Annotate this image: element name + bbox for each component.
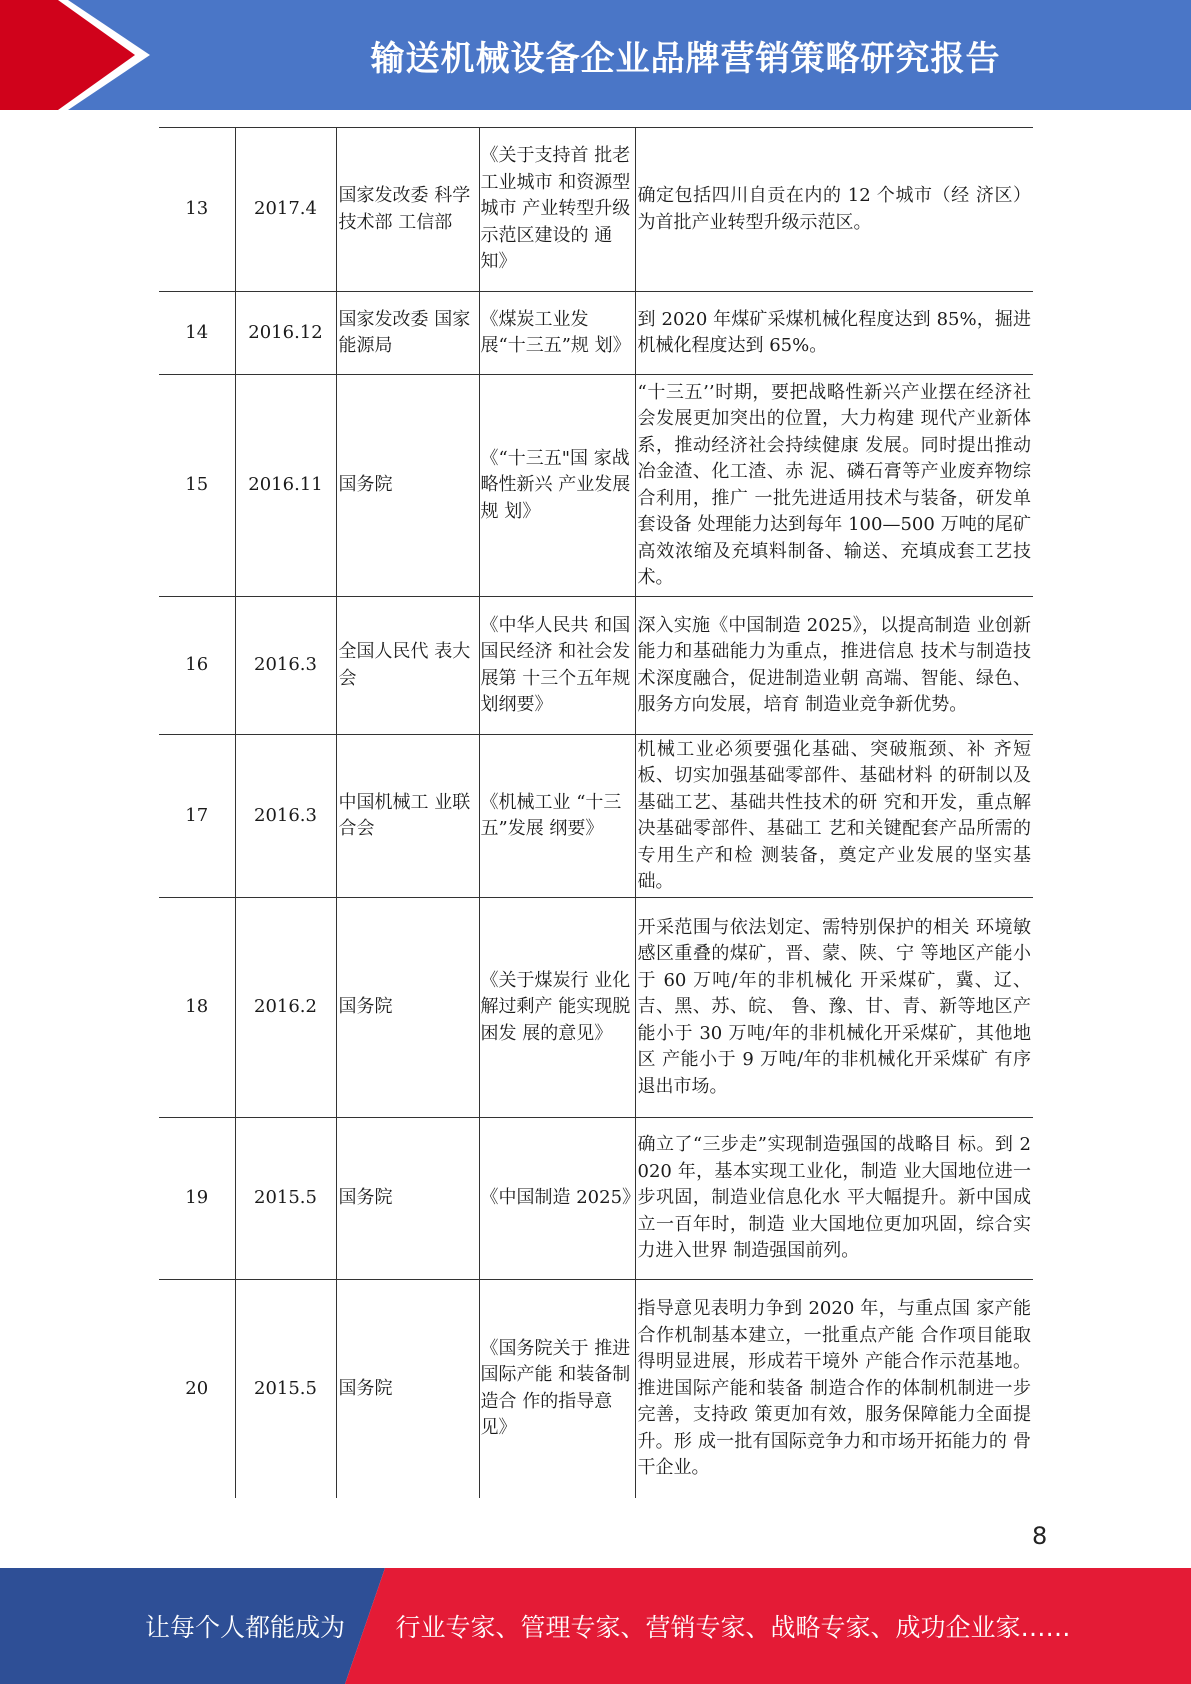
row-document: 《机械工业 “十三五”发展 纲要》 [479, 735, 635, 898]
row-content: 到 2020 年煤矿采煤机械化程度达到 85%，掘进机械化程度达到 65%。 [635, 292, 1033, 375]
row-content: 开采范围与依法划定、需特别保护的相关 环境敏感区重叠的煤矿，晋、蒙、陕、宁 等地区产能小于 60 万吨/年的非机械化 开采煤矿，冀、辽、吉、黑、苏、皖、 鲁、豫、甘、青、新等地区产能小于 30 万吨/年的非机械化开采煤矿，其他地区 产能小于 9 万吨/年的非机械化开采煤矿 有序退出市场。 [635, 898, 1033, 1118]
row-agency: 国家发改委 国家能源局 [336, 292, 479, 375]
table-row [159, 1118, 1033, 1280]
row-agency: 国务院 [336, 898, 479, 1118]
row-document: 《关于支持首 批老工业城市 和资源型城市 产业转型升级 示范区建设的 通知》 [479, 128, 635, 292]
row-agency: 国家发改委 科学技术部 工信部 [336, 128, 479, 292]
row-content: 确立了“三步走”实现制造强国的战略目 标。到 2020 年，基本实现工业化，制造 业大国地位进一步巩固，制造业信息化水 平大幅提升。新中国成立一百年时，制造 业大国地位更加巩固，综合实力进入世界 制造强国前列。 [635, 1118, 1033, 1280]
row-agency: 国务院 [336, 1118, 479, 1280]
footer-slogan-right: 行业专家、管理专家、营销专家、战略专家、成功企业家…… [395, 1613, 1071, 1642]
row-document: 《关于煤炭行 业化解过剩产 能实现脱困发 展的意见》 [479, 898, 635, 1118]
row-date: 2017.4 [235, 128, 336, 292]
row-number: 20 [159, 1280, 235, 1498]
table-row [159, 375, 1033, 597]
row-content: “十三五’’时期，要把战略性新兴产业摆在经济社会发展更加突出的位置，大力构建 现代产业新体系，推动经济社会持续健康 发展。同时提出推动冶金渣、化工渣、赤 泥、磷石膏等产业废弃物综合利用，推广 一批先进适用技术与装备，研发单套设备 处理能力达到每年 100—500 万吨的尾矿 高效浓缩及充填料制备、输送、充填成套工艺技术。 [635, 375, 1033, 597]
row-agency: 全国人民代 表大会 [336, 597, 479, 735]
policy-table-container [159, 127, 1033, 1498]
row-date: 2016.3 [235, 735, 336, 898]
table-row [159, 898, 1033, 1118]
row-number: 13 [159, 128, 235, 292]
page-number: 8 [1032, 1522, 1048, 1550]
table-row [159, 1280, 1033, 1498]
row-content: 指导意见表明力争到 2020 年，与重点国 家产能合作机制基本建立，一批重点产能 合作项目能取得明显进展，形成若干境外 产能合作示范基地。推进国际产能和装备 制造合作的体制机制进一步完善，支持政 策更加有效，服务保障能力全面提升。形 成一批有国际竞争力和市场开拓能力的 骨干企业。 [635, 1280, 1033, 1498]
row-document: 《“十三五"国 家战略性新兴 产业发展规 划》 [479, 375, 635, 597]
row-date: 2016.3 [235, 597, 336, 735]
table-row [159, 292, 1033, 375]
report-title: 输送机械设备企业品牌营销策略研究报告 [370, 38, 1001, 79]
page-header [0, 0, 1191, 110]
row-date: 2016.11 [235, 375, 336, 597]
row-date: 2015.5 [235, 1118, 336, 1280]
table-row [159, 128, 1033, 292]
row-agency: 国务院 [336, 375, 479, 597]
page-footer [0, 1568, 1191, 1684]
row-date: 2016.12 [235, 292, 336, 375]
row-document: 《中国制造 2025》 [479, 1118, 635, 1280]
row-content: 确定包括四川自贡在内的 12 个城市（经 济区）为首批产业转型升级示范区。 [635, 128, 1033, 292]
row-content: 深入实施《中国制造 2025》，以提高制造 业创新能力和基础能力为重点，推进信息 技术与制造技术深度融合，促进制造业朝 高端、智能、绿色、服务方向发展，培育 制造业竞争新优势。 [635, 597, 1033, 735]
table-row [159, 597, 1033, 735]
policy-table [159, 127, 1033, 1498]
policy-table-body [159, 128, 1033, 1498]
row-date: 2016.2 [235, 898, 336, 1118]
row-document: 《国务院关于 推进国际产能 和装备制造合 作的指导意 见》 [479, 1280, 635, 1498]
row-agency: 中国机械工 业联合会 [336, 735, 479, 898]
header-red-arrow-shape [0, 0, 150, 110]
row-content: 机械工业必须要强化基础、突破瓶颈、补 齐短板、切实加强基础零部件、基础材料 的研制以及基础工艺、基础共性技术的研 究和开发，重点解决基础零部件、基础工 艺和关键配套产品所需的专用生产和检 测装备，奠定产业发展的坚实基础。 [635, 735, 1033, 898]
row-date: 2015.5 [235, 1280, 336, 1498]
row-number: 16 [159, 597, 235, 735]
footer-slogan-left: 让每个人都能成为 [144, 1613, 345, 1642]
row-document: 《中华人民共 和国国民经济 和社会发展第 十三个五年规 划纲要》 [479, 597, 635, 735]
row-number: 19 [159, 1118, 235, 1280]
row-number: 17 [159, 735, 235, 898]
row-agency: 国务院 [336, 1280, 479, 1498]
row-number: 15 [159, 375, 235, 597]
row-number: 14 [159, 292, 235, 375]
table-row [159, 735, 1033, 898]
row-number: 18 [159, 898, 235, 1118]
row-document: 《煤炭工业发 展“十三五”规 划》 [479, 292, 635, 375]
